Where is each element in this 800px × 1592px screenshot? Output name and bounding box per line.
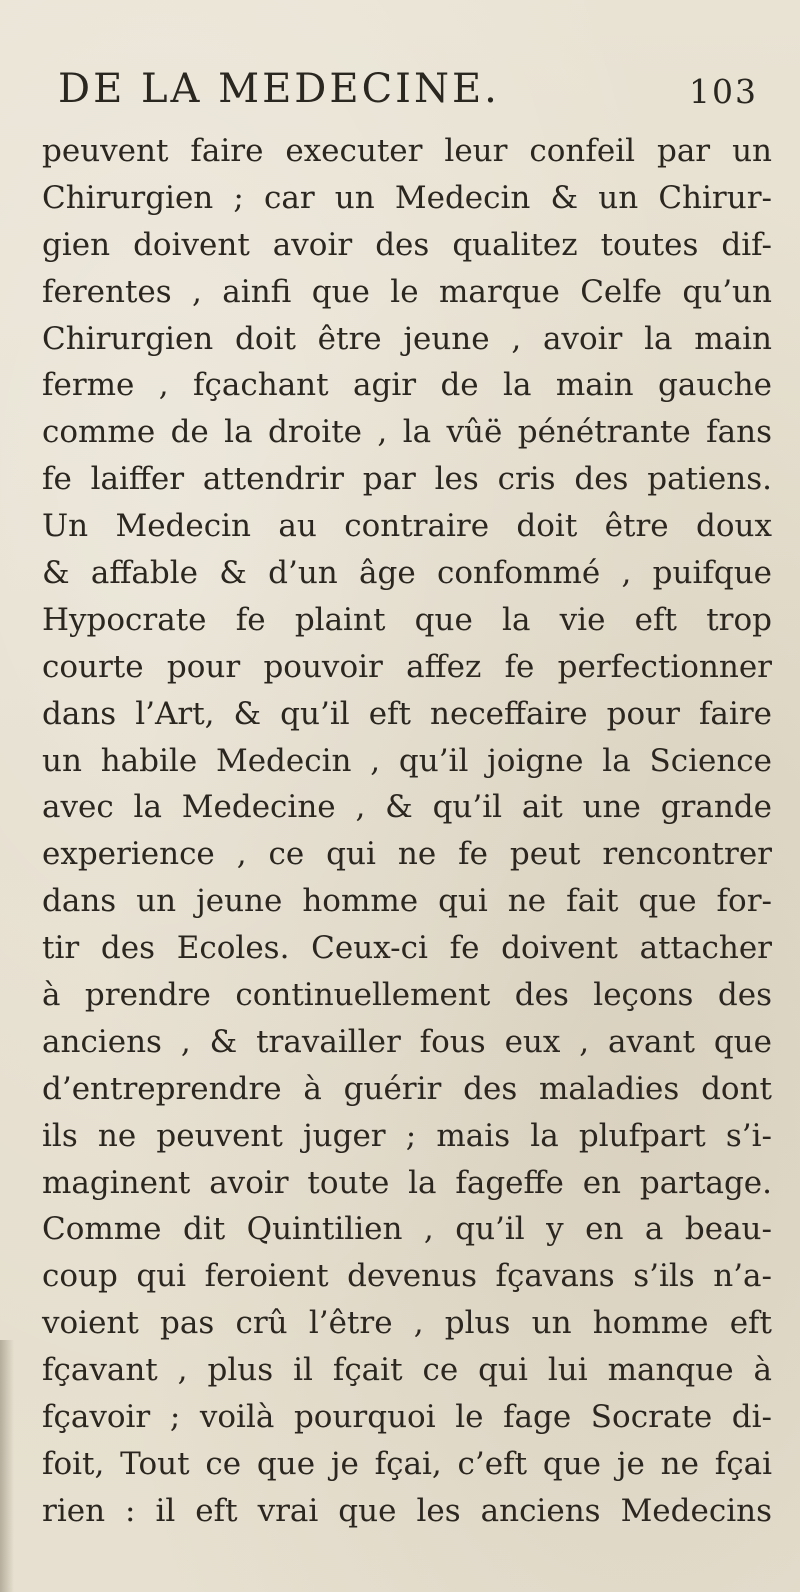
text-line: gien doivent avoir des qualitez toutes dif- xyxy=(42,226,772,263)
running-head xyxy=(58,66,758,122)
text-line: dans un jeune homme qui ne fait que for- xyxy=(42,883,772,920)
text-line: experience , ce qui ne fe peut rencontrer xyxy=(42,836,772,873)
text-line: coup qui feroient devenus fçavans s’ils n’a- xyxy=(42,1258,772,1295)
text-line: Un Medecin au contraire doit être doux xyxy=(42,508,772,545)
text-line: fçavant , plus il fçait ce qui lui manque à xyxy=(42,1352,772,1389)
page-number: 103 xyxy=(689,72,758,111)
page-edge-shadow xyxy=(0,1340,14,1592)
text-line: tir des Ecoles. Ceux-ci fe doivent attacher xyxy=(42,930,772,967)
text-line: avec la Medecine , & qu’il ait une grande xyxy=(42,789,772,826)
text-line: anciens , & travailler fous eux , avant que xyxy=(42,1023,772,1060)
text-line: ils ne peuvent juger ; mais la plufpart s’i- xyxy=(42,1117,772,1154)
text-line: voient pas crû l’être , plus un homme eft xyxy=(42,1305,772,1342)
text-line: Chirurgien doit être jeune , avoir la main xyxy=(42,320,772,357)
text-line: comme de la droite , la vûë pénétrante fans xyxy=(42,414,772,451)
text-line: Chirurgien ; car un Medecin & un Chirur- xyxy=(42,179,772,216)
text-line: courte pour pouvoir affez fe perfectionner xyxy=(42,648,772,685)
text-line: Hypocrate fe plaint que la vie eft trop xyxy=(42,601,772,638)
text-line: d’entreprendre à guérir des maladies dont xyxy=(42,1070,772,1107)
text-line: fçavoir ; voilà pourquoi le fage Socrate di- xyxy=(42,1399,772,1436)
text-line: à prendre continuellement des leçons des xyxy=(42,977,772,1014)
text-line: un habile Medecin , qu’il joigne la Science xyxy=(42,742,772,779)
text-line: maginent avoir toute la fageffe en partage. xyxy=(42,1164,772,1201)
text-line: & affable & d’un âge confommé , puifque xyxy=(42,555,772,592)
text-line: Comme dit Quintilien , qu’il y en a beau- xyxy=(42,1211,772,1248)
body-text xyxy=(42,128,772,1535)
text-line: foit, Tout ce que je fçai, c’eft que je ne fçai xyxy=(42,1445,772,1482)
text-line: ferentes , ainfi que le marque Celfe qu’un xyxy=(42,273,772,310)
text-line: fe laiffer attendrir par les cris des patiens. xyxy=(42,461,772,498)
text-line: dans l’Art, & qu’il eft neceffaire pour faire xyxy=(42,695,772,732)
text-line: rien : il eft vrai que les anciens Medecins xyxy=(42,1492,772,1529)
running-head-title: DE LA MEDECINE. xyxy=(58,66,500,112)
text-line: peuvent faire executer leur confeil par un xyxy=(42,133,772,169)
text-line: ferme , fçachant agir de la main gauche xyxy=(42,367,772,404)
